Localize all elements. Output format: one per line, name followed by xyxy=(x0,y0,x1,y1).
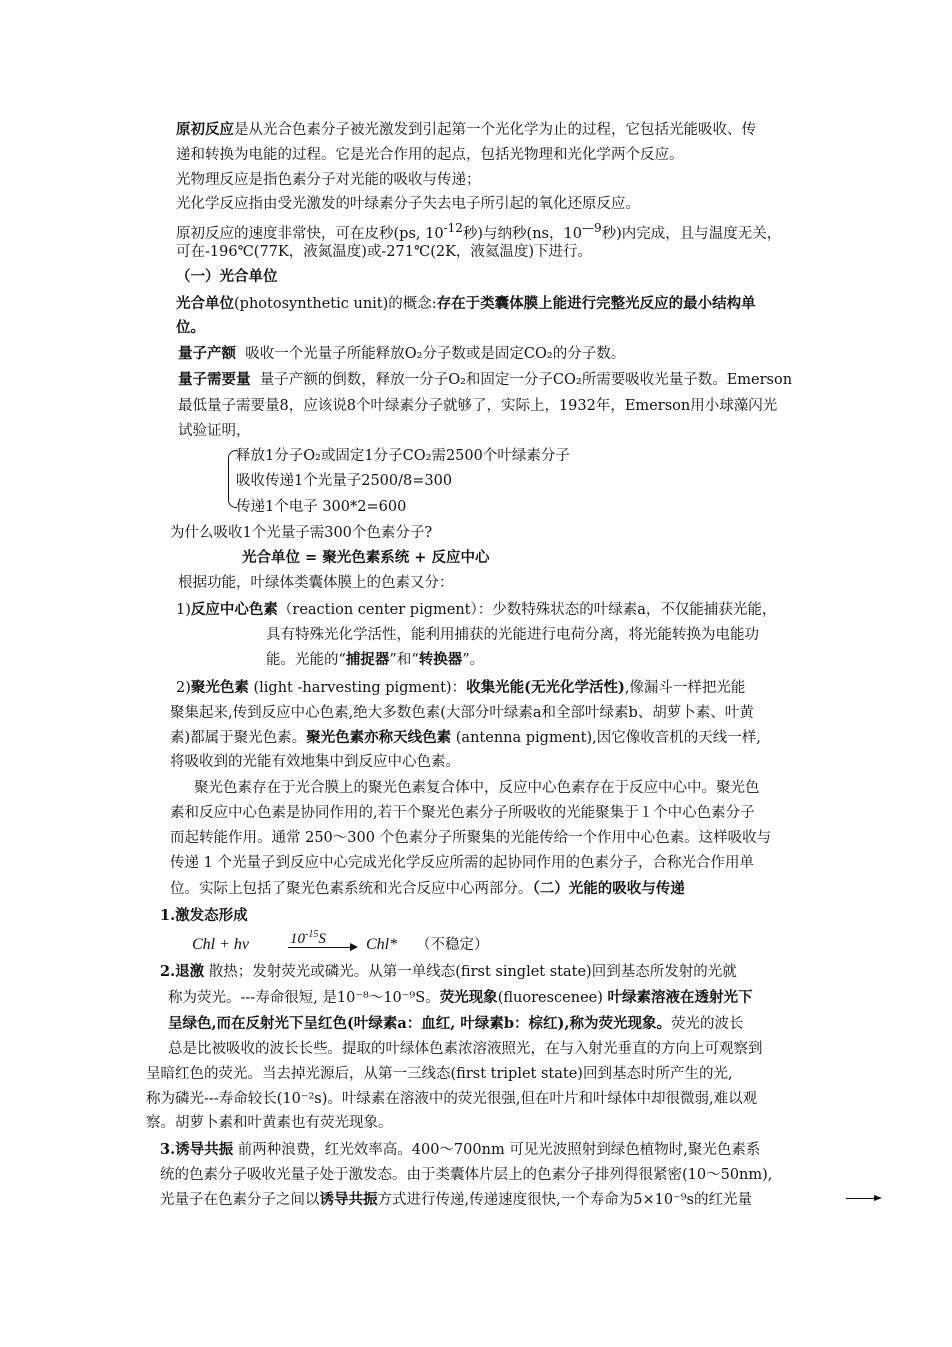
text: 光量子在色素分子之间以 xyxy=(160,1192,320,1208)
exponent: -12 xyxy=(443,221,463,235)
deexcitation-line2 xyxy=(168,988,753,1008)
text: ”。 xyxy=(462,652,485,668)
light-harvesting-line3 xyxy=(170,728,761,748)
para-line: 可在-196℃(77K，液氮温度)或-271℃(2K，液氦温度)下进行。 xyxy=(176,244,593,260)
term: 光合单位 xyxy=(176,295,234,312)
brace-item-2: 吸收传递1个光量子2500/8=300 xyxy=(236,473,453,489)
para-line-speed xyxy=(176,218,781,244)
text: 原初反应的速度非常快，可在皮秒(ps, 10 xyxy=(176,225,444,242)
term: 转换器 xyxy=(418,651,463,668)
text: (photosynthetic unit)的概念: xyxy=(234,296,437,312)
text: (antenna pigment),因它像收音机的天线一样, xyxy=(451,730,761,746)
para-line: 将吸收到的光能有效地集中到反应中心色素。 xyxy=(170,754,460,770)
exponent: —9 xyxy=(581,221,602,235)
text: 前两种浪费，红光效率高。400～700nm 可见光波照射到绿色植物时,聚光色素系 xyxy=(233,1142,761,1158)
text: 10 xyxy=(290,931,305,947)
reaction-arrow xyxy=(288,947,354,948)
equation-right: Chl* xyxy=(366,936,398,953)
text: （reaction center pigment）：少数特殊状态的叶绿素a，不仅能捕获光能， xyxy=(277,602,777,618)
term: 诱导共振 xyxy=(319,1191,378,1208)
text: ”和“ xyxy=(389,652,419,668)
section-heading-photosynthetic-unit: （一）光合单位 xyxy=(176,268,278,285)
text: (fluorescenee) xyxy=(497,990,608,1006)
term: 3.诱导共振 xyxy=(160,1141,234,1158)
definition-bold: 存在于类囊体膜上能进行完整光反应的最小结构单 xyxy=(436,295,756,312)
text: 秒)内完成，且与温度无关， xyxy=(601,225,782,242)
equation-note: （不稳定） xyxy=(416,937,489,953)
deexcitation-line1 xyxy=(160,962,737,982)
para-line: 光物理反应是指色素分子对光能的吸收与传递； xyxy=(176,172,481,188)
term: 2.退激 xyxy=(160,963,205,980)
para-line: 试验证明， xyxy=(178,423,251,439)
equation-left: Chl + hν xyxy=(192,936,250,953)
resonance-line1 xyxy=(160,1140,760,1160)
term: 收集光能(无光化学活性) xyxy=(466,679,625,696)
text: (light -harvesting pigment)： xyxy=(248,680,467,696)
para-line: 察。胡萝卜素和叶黄素也有荧光现象。 xyxy=(146,1115,393,1131)
para-line: 聚光色素存在于光合膜上的聚光色素复合体中，反应中心色素存在于反应中心中。聚光色 xyxy=(194,780,760,796)
text: 是从光合色素分子被光激发到引起第一个光化学为止的过程，它包括光能吸收、传 xyxy=(234,122,756,138)
text: 秒)与纳秒(ns，10 xyxy=(462,225,582,242)
subheading-excitation: 1.激发态形成 xyxy=(160,907,248,924)
para-line: 素和反应中心色素是协同作用的,若干个聚光色素分子所吸收的光能聚集于１个中心色素分子 xyxy=(170,805,755,821)
term: 量子产额 xyxy=(178,345,236,362)
term: 捕捉器 xyxy=(345,651,390,668)
term: 聚光色素 xyxy=(190,679,249,696)
continue-arrow xyxy=(846,1198,876,1199)
section-heading-absorption: （二）光能的吸收与传递 xyxy=(532,880,685,897)
reaction-center-line2: 具有特殊光化学活性，能利用捕获的光能进行电荷分离，将光能转换为电能功 xyxy=(266,627,759,643)
item-number: 1) xyxy=(176,602,191,618)
text: 散热；发射荧光或磷光。从第一单线态(first singlet state)回到基态所发射的光就 xyxy=(204,964,737,980)
reaction-center-line3 xyxy=(266,650,484,670)
para-line: 传递 1 个光量子到反应中心完成光化学反应所需的起协同作用的色素分子，合称光合作用单 xyxy=(170,855,754,871)
text: 素)都属于聚光色素。 xyxy=(170,730,307,746)
question-line: 为什么吸收1个光量子需300个色素分子? xyxy=(170,525,433,541)
term-primary-reaction: 原初反应 xyxy=(176,121,234,138)
definition-line2: 位。 xyxy=(176,319,205,336)
text: 方式进行传递,传递速度很快,一个寿命为5×10⁻⁹s的红光量 xyxy=(377,1192,752,1208)
arrowhead-icon xyxy=(350,943,358,951)
classification-line: 根据功能，叶绿体类囊体膜上的色素又分： xyxy=(178,575,454,591)
brace-item-3: 传递1个电子 300*2=600 xyxy=(236,499,407,515)
arrow-right-icon xyxy=(874,1195,882,1201)
para-line: 而起转能作用。通常 250～300 个色素分子所聚集的光能传给一个作用中心色素。这样吸收与 xyxy=(170,830,772,846)
text: 荧光的波长 xyxy=(670,1016,744,1032)
text: ,像漏斗一样把光能 xyxy=(624,680,746,696)
term: 反应中心色素 xyxy=(190,601,278,618)
term: 呈绿色,而在反射光下呈红色(叶绿素a：血红, 叶绿素b：棕红),称为荧光现象。 xyxy=(168,1015,671,1032)
text: 吸收一个光量子所能释放O₂分子数或是固定CO₂的分子数。 xyxy=(245,346,626,362)
exponent: -15 xyxy=(305,929,319,940)
para-line: 最低量子需要量8，应该说8个叶绿素分子就够了，实际上，1932年，Emerson用小球藻闪光 xyxy=(178,398,778,414)
para-line: 聚集起来,传到反应中心色素,绝大多数色素(大部分叶绿素a和全部叶绿素b、胡萝卜素、叶黄 xyxy=(170,705,754,721)
light-harvesting-line1 xyxy=(176,678,745,698)
para-line: 光化学反应指由受光激发的叶绿素分子失去电子所引起的氧化还原反应。 xyxy=(176,196,640,212)
text: 位。实际上包括了聚光色素系统和光合反应中心两部分。 xyxy=(170,881,533,897)
para-primary-reaction-line1 xyxy=(176,120,756,140)
brace-item-1: 释放1分子O₂或固定1分子CO₂需2500个叶绿素分子 xyxy=(236,448,570,464)
item-number: 2) xyxy=(176,680,191,696)
term: 荧光现象 xyxy=(439,989,498,1006)
text: 量子产额的倒数，释放一分子O₂和固定一分子CO₂所需要吸收光量子数。Emerson xyxy=(259,372,793,388)
term: 量子需要量 xyxy=(178,371,251,388)
quantum-yield-line xyxy=(178,344,625,364)
para-line: 递和转换为电能的过程。它是光合作用的起点，包括光物理和光化学两个反应。 xyxy=(176,147,684,163)
para-line: 呈暗红色的荧光。当去掉光源后，从第一三线态(first triplet state)回到基态时所产生的光, xyxy=(146,1066,733,1082)
text: S xyxy=(318,931,326,947)
para-line: 称为磷光---寿命较长(10⁻²s)。叶绿素在溶液中的荧光很强,但在叶片和叶绿体中却很微弱,难以观 xyxy=(146,1091,758,1107)
text: 称为荧光。---寿命很短, 是10⁻⁸～10⁻⁹S。 xyxy=(168,990,440,1006)
para-line: 统的色素分子吸收光量子处于激发态。由于类囊体片层上的色素分子排列得很紧密(10～50nm), xyxy=(160,1167,773,1183)
formula-line: 光合单位 = 聚光色素系统 + 反应中心 xyxy=(242,549,490,566)
term: 叶绿素溶液在透射光下 xyxy=(607,989,753,1006)
term: 聚光色素亦称天线色素 xyxy=(306,729,452,746)
resonance-line3 xyxy=(160,1190,752,1210)
quantum-requirement-line1 xyxy=(178,370,792,390)
definition-line1 xyxy=(176,294,756,314)
para-line: 总是比被吸收的波长长些。提取的叶绿体色素浓溶液照光，在与入射光垂直的方向上可观察到 xyxy=(168,1041,763,1057)
deexcitation-line3 xyxy=(168,1014,743,1034)
para-line5 xyxy=(170,879,685,899)
reaction-center-line1 xyxy=(176,600,776,620)
text: 能。光能的“ xyxy=(266,652,346,668)
equation-condition xyxy=(290,925,326,949)
